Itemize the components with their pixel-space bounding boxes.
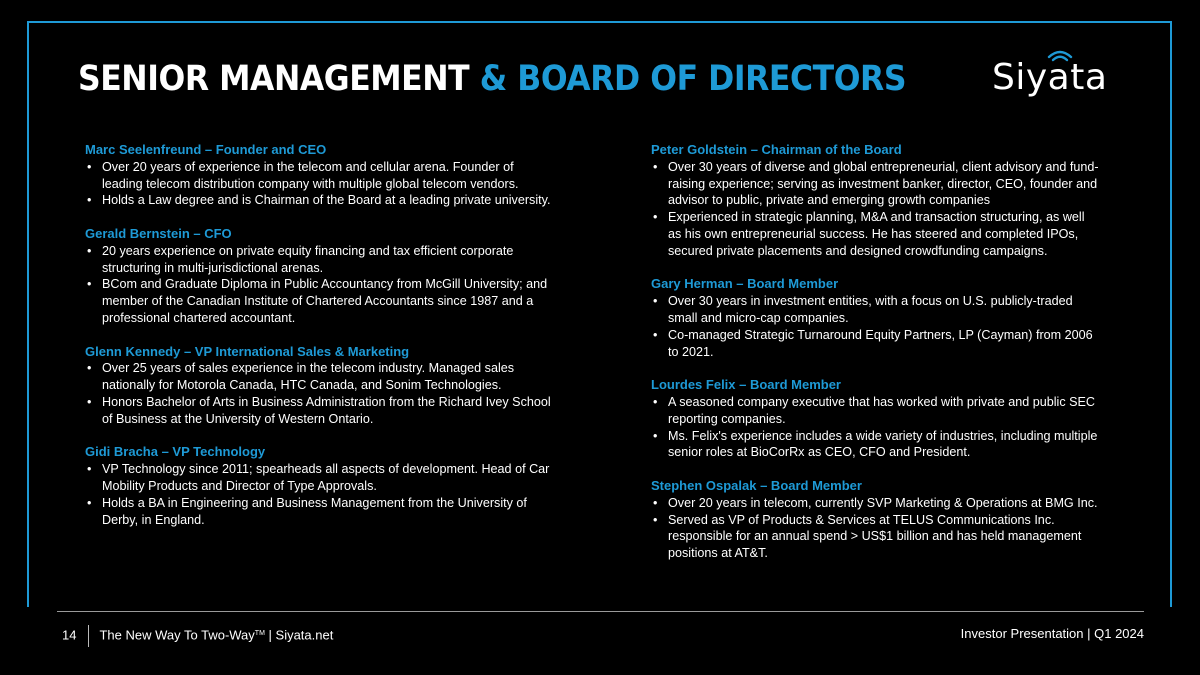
person-name: Peter Goldstein – Chairman of the Board xyxy=(651,142,902,157)
person-block xyxy=(651,276,1101,360)
trademark-mark: TM xyxy=(254,630,265,637)
logo-wordmark: Siyata xyxy=(992,57,1108,98)
bullet-item: • Co-managed Strategic Turnaround Equity Partners, LP (Cayman) from 2006 to 2021. xyxy=(651,327,1101,361)
bullet-list xyxy=(85,159,553,209)
bullet-list xyxy=(85,360,553,427)
bullet-item: • Served as VP of Products & Services at TELUS Communications Inc. responsible for an annual spend > US$1 billion and has held management positions at AT&T. xyxy=(651,512,1101,562)
footer-left xyxy=(62,625,333,647)
bullet-item: • Experienced in strategic planning, M&A and transaction structuring, as well as his own entrepreneurial success. He has steered and completed IPOs, secured private placements and designed crowdfunding campaigns. xyxy=(651,209,1101,259)
person-block xyxy=(85,226,553,327)
footer-right: Investor Presentation | Q1 2024 xyxy=(960,626,1144,641)
footer-separator xyxy=(88,625,89,647)
title-main: SENIOR MANAGEMENT xyxy=(78,59,470,99)
person-block xyxy=(85,142,553,209)
footer-tagline: The New Way To Two-Way xyxy=(99,627,255,643)
person-block xyxy=(85,444,553,528)
bullet-item: • Ms. Felix's experience includes a wide variety of industries, including multiple senior roles at BioCorRx as CEO, CFO and President. xyxy=(651,428,1101,462)
siyata-logo xyxy=(990,46,1120,102)
board-column xyxy=(651,142,1101,579)
person-name: Glenn Kennedy – VP International Sales & Marketing xyxy=(85,343,410,359)
bullet-item: • Holds a Law degree and is Chairman of the Board at a leading private university. xyxy=(85,192,553,209)
bullet-item: • Over 20 years in telecom, currently SVP Marketing & Operations at BMG Inc. xyxy=(651,495,1101,512)
bullet-item: • Over 30 years in investment entities, with a focus on U.S. publicly-traded small and micro-cap companies. xyxy=(651,293,1101,327)
bullet-item: • 20 years experience on private equity financing and tax efficient corporate structuring in multi-jurisdictional arenas. xyxy=(85,243,553,277)
person-block xyxy=(651,142,1101,260)
bullet-item: • VP Technology since 2011; spearheads all aspects of development. Head of Car Mobility Products and Director of Type Approvals. xyxy=(85,461,553,495)
bullet-list xyxy=(85,243,553,327)
bullet-item: • Over 25 years of sales experience in the telecom industry. Managed sales nationally for Motorola Canada, HTC Canada, and Sonim Technologies. xyxy=(85,360,553,394)
person-block xyxy=(651,377,1101,461)
bullet-item: • Over 30 years of diverse and global entrepreneurial, client advisory and fund-raising experience; serving as investment banker, director, CEO, founder and advisor to public, private and emerging growth companies xyxy=(651,159,1101,209)
bullet-list xyxy=(651,495,1101,562)
person-name: Gerald Bernstein – CFO xyxy=(85,225,232,241)
footer-site: | Siyata.net xyxy=(268,627,334,643)
management-column xyxy=(85,142,553,545)
bullet-list xyxy=(651,159,1101,260)
bullet-item: • Honors Bachelor of Arts in Business Administration from the Richard Ivey School of Business at the University of Western Ontario. xyxy=(85,394,553,428)
bullet-item: • BCom and Graduate Diploma in Public Accountancy from McGill University; and member of the Canadian Institute of Chartered Accountants since 1987 and a professional chartered accountant. xyxy=(85,276,553,326)
footer-divider xyxy=(57,611,1144,612)
bullet-list xyxy=(651,394,1101,461)
bullet-item: • Over 20 years of experience in the telecom and cellular arena. Founder of leading telecom distribution company with multiple global telecom vendors. xyxy=(85,159,553,193)
person-name: Stephen Ospalak – Board Member xyxy=(651,477,862,493)
person-name: Marc Seelenfreund – Founder and CEO xyxy=(85,142,327,157)
bullet-list xyxy=(85,461,553,528)
bullet-item: • Holds a BA in Engineering and Business Management from the University of Derby, in England. xyxy=(85,495,553,529)
bullet-item: • A seasoned company executive that has worked with private and public SEC reporting companies. xyxy=(651,394,1101,428)
person-block xyxy=(651,478,1101,562)
person-name: Gidi Bracha – VP Technology xyxy=(85,444,266,460)
person-name: Lourdes Felix – Board Member xyxy=(651,377,841,393)
title-accent: & BOARD OF DIRECTORS xyxy=(479,59,907,99)
person-block xyxy=(85,344,553,428)
page-number: 14 xyxy=(62,627,77,643)
page-title xyxy=(78,54,906,104)
person-name: Gary Herman – Board Member xyxy=(651,276,839,292)
bullet-list xyxy=(651,293,1101,360)
